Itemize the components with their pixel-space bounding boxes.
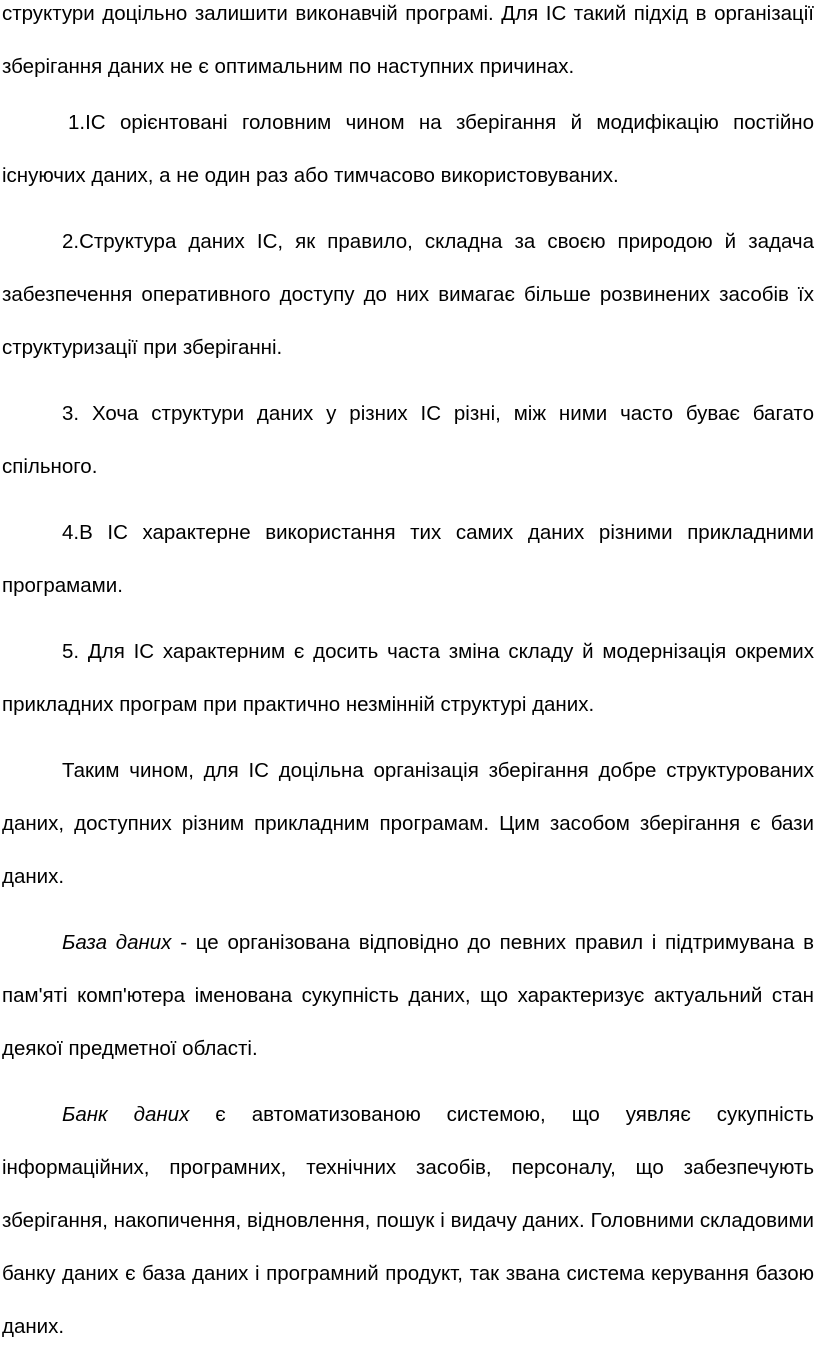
term-database: База даних <box>62 931 172 954</box>
paragraph-definition-databank <box>2 1088 814 1353</box>
definition-databank-text: є автоматизованою системою, що уявляє сукупність інформаційних, програмних, технічних засобів, персоналу, що забезпечують зберігання, накопичення, відновлення, пошук і видачу даних. Головними складовими банку даних є база даних і програмний продукт, так звана система керування базою даних. <box>2 1103 814 1338</box>
paragraph-reason-2: 2.Структура даних ІС, як правило, складна за своєю природою й задача забезпечення оперативного доступу до них вимагає більше розвинених засобів їх структуризації при зберіганні. <box>2 230 814 359</box>
paragraph-definition-database <box>2 916 814 1075</box>
paragraph-reason-3: 3. Хоча структури даних у різних ІС різні, між ними часто буває багато спільного. <box>2 402 814 478</box>
paragraph-reason-1: 1.ІС орієнтовані головним чином на зберігання й модифікацію постійно існуючих даних, а не один раз або тимчасово використовуваних. <box>2 111 814 187</box>
paragraph-intro: структури доцільно залишити виконавчій програмі. Для ІС такий підхід в організації зберігання даних не є оптимальним по наступних причинах. <box>2 2 814 78</box>
paragraph-reason-5: 5. Для ІС характерним є досить часта зміна складу й модернізація окремих прикладних програм при практично незмінній структурі даних. <box>2 640 814 716</box>
term-databank: Банк даних <box>62 1103 190 1126</box>
paragraph-reason-4: 4.В ІС характерне використання тих самих даних різними прикладними програмами. <box>2 521 814 597</box>
definition-database-text: - це організована відповідно до певних правил і підтримувана в пам'яті комп'ютера іменована сукупність даних, що характеризує актуальний стан деякої предметної області. <box>2 931 814 1060</box>
paragraph-conclusion: Таким чином, для ІС доцільна організація зберігання добре структурованих даних, доступних різним прикладним програмам. Цим засобом зберігання є бази даних. <box>2 759 814 888</box>
